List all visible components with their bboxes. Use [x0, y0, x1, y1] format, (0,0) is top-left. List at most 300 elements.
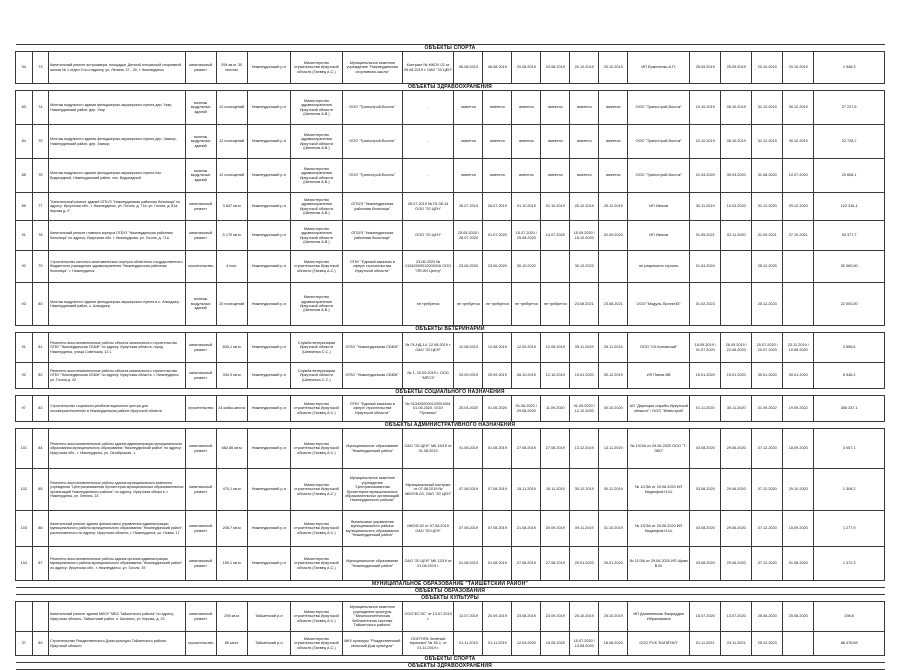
cell-d4 [541, 251, 570, 283]
cell-d5: 20.10.2019 [570, 52, 599, 84]
cell-builder: ОГКУ "Единый заказчик в сфере строительства Иркутской области" [342, 396, 402, 422]
cell-d6: 20.10.2019 [599, 52, 628, 84]
section-heading [16, 588, 885, 595]
cell-contractor: № 13/ЭА от 29.06.2020 ИП Надилфов Н.Ш. [628, 511, 690, 547]
cell-d9: 20.10.2019 [752, 52, 783, 84]
section-heading-text: ОБЪЕКТЫ ВЕТЕРИНАРИИ [415, 326, 485, 332]
cell-contract: - [402, 159, 454, 193]
cell-d2: имеется [483, 125, 512, 159]
cell-d2: 01.06.2020 [483, 396, 512, 422]
cell-capacity: 843,1 кв.м [216, 333, 247, 363]
cell-customer: Министерство здравоохранения Иркутской области (Шелехов А.В.) [291, 193, 343, 221]
cell-d10: 23.12.2019 / 10.08.2020 [783, 333, 814, 363]
cell-description: Ремонтно-восстановительные работы объекта капитального строительства ОГБУ "Нижнеудинская СББЖ" по адресу: Иркутская область, город Нижнеудинск, улица Советская, 13 1 [49, 333, 186, 363]
cell-d5: 30.12.2019 [570, 469, 599, 511]
cell-contract: № 0134200000120001651 01.06.2020, ООО "Промэкс" [402, 396, 454, 422]
table-row [16, 632, 885, 656]
cell-d1: 01.08.2019 [454, 429, 483, 469]
cell-d7: 03.08.2020 [690, 511, 721, 547]
cell-d7: 30.11.2019 [690, 193, 721, 221]
table-row [16, 193, 885, 221]
cell-description: Монтаж модульного здания фельдшерско-акушерского пункта пос. Водопадный, Нижнеудинский район, пос. Водопадный [49, 159, 186, 193]
section-heading [16, 581, 885, 588]
cell-no-a: 37 [16, 632, 33, 656]
section-heading-text: ОБЪЕКТЫ СОЦИАЛЬНОГО НАЗНАЧЕНИЯ [395, 389, 505, 395]
cell-work-type: капитальный ремонт [185, 602, 216, 632]
cell-d2: не требуется [483, 283, 512, 326]
cell-d7: 03.08.2020 [690, 429, 721, 469]
cell-d9: 01.09.2022 [752, 396, 783, 422]
cell-d2: 23.06.2020 [483, 251, 512, 283]
cell-contractor: ООО "СК Китимский" [628, 333, 690, 363]
cell-d5: 25.10.2019 [570, 602, 599, 632]
cell-d8: 29.06.2020 [721, 429, 752, 469]
section-heading-row [16, 656, 885, 663]
cell-d4: 12.10.2019 [541, 363, 570, 389]
cell-d3: 27.08.2019 [512, 547, 541, 581]
cell-d9: 31.12.2019 [752, 125, 783, 159]
cell-contractor: ИП Панов ВВ [628, 363, 690, 389]
cell-district: Нижнеудинский р-н [247, 251, 290, 283]
cell-d3: 12.03.2020 [512, 632, 541, 656]
cell-d1: 06.08.2019 [454, 52, 483, 84]
cell-description: Ремонтно-восстановительные работы здания муниципального казенного учреждения "Централизованная бухгалтерия муниципальных образовательных организаций Нижнеудинского района" по адресу: Иркутская область, г. Нижнеудинск, ул. Ленина, 23 [49, 469, 186, 511]
cell-customer: Министерство строительства Иркутской области (Гаевец А.С.) [291, 429, 343, 469]
section-heading-text: МУНИЦИПАЛЬНОЕ ОБРАЗОВАНИЕ "ТАЙШЕТСКИЙ РАЙОН" [372, 581, 528, 587]
cell-d6: 23.08.2021 [599, 283, 628, 326]
cell-d6: 30.10.2020 [599, 396, 628, 422]
cell-no-b: 79 [32, 251, 49, 283]
cell-builder: Муниципальное казенное учреждение "Нижнеудинская спортивная школа" [342, 52, 402, 84]
cell-d7: 03.08.2020 [690, 469, 721, 511]
cell-customer: Министерство строительства Иркутской области (Гаевец А.С.) [291, 602, 343, 632]
cell-d8: 29.06.2020 [721, 469, 752, 511]
table-row [16, 333, 885, 363]
cell-d10: 30.01.2020 [783, 363, 814, 389]
cell-contract: 23.06.2020 № 01342000012000016 ООО "ЛЯ-ЛИ Центр" [402, 251, 454, 283]
section-heading-row [16, 326, 885, 333]
cell-capacity: 5 170 кв.м [216, 221, 247, 251]
cell-work-type: монтаж модульных зданий [185, 159, 216, 193]
cell-builder: Муниципальное казенное учреждение культуры "Межпоселенческая библиотечная система Тайшетского района" [342, 602, 402, 632]
cell-d2: 20.09.2019 [483, 363, 512, 389]
section-heading [16, 389, 885, 396]
cell-work-type: капитальный ремонт [185, 363, 216, 389]
cell-builder: ОГБУ "Нижнеудинская СББЖ" [342, 333, 402, 363]
cell-d7: 25.09.2019 [690, 52, 721, 84]
cell-d1: имеется [454, 159, 483, 193]
cell-district: Тайшетский р-н [247, 602, 290, 632]
cell-value: 356 337,1 [814, 396, 885, 422]
cell-no-b: 77 [32, 193, 49, 221]
cell-d4: 11.09.2020 [541, 396, 570, 422]
cell-capacity: 294 кв.м. 30 чел/час [216, 52, 247, 84]
cell-no-b: 76 [32, 159, 49, 193]
cell-d5: 30.12.2022 [570, 251, 599, 283]
cell-d9: 07.12.2020 [752, 511, 783, 547]
cell-d8: 29.06.2020 [721, 511, 752, 547]
cell-d3: 23.08.2019 [512, 602, 541, 632]
cell-d8 [721, 283, 752, 326]
cell-d9: 31.12.2020 [752, 193, 783, 221]
cell-no-a: 91 [16, 333, 33, 363]
cell-value: 122 316,1 [814, 193, 885, 221]
cell-no-b: 83 [32, 396, 49, 422]
cell-district: Нижнеудинский р-н [247, 125, 290, 159]
cell-d8: 13.07.2020 [721, 602, 752, 632]
cell-value: 1 948,3 [814, 52, 885, 84]
section-heading [16, 45, 885, 52]
cell-value: 30 060,00 [814, 251, 885, 283]
section-heading [16, 595, 885, 602]
cell-d2: 07.08.2019 [483, 469, 512, 511]
cell-value: 198,6 [814, 602, 885, 632]
cell-d1: 01.08.2019 [454, 547, 483, 581]
cell-district: Нижнеудинский р-н [247, 283, 290, 326]
cell-d6: имеется [599, 159, 628, 193]
cell-builder: МКУ культуры "Рождественский сельский Дом культуры" [342, 632, 402, 656]
cell-customer: Министерство здравоохранения Иркутской области (Шелехов А.В.) [291, 159, 343, 193]
table-row [16, 125, 885, 159]
cell-district: Нижнеудинский р-н [247, 221, 290, 251]
cell-value: 20 608,1 [814, 159, 885, 193]
cell-d10: 27.10.2021 [783, 221, 814, 251]
cell-district: Нижнеудинский р-н [247, 159, 290, 193]
cell-d6: имеется [599, 91, 628, 125]
cell-customer: Министерство здравоохранения Иркутской области (Шелехов А.В.) [291, 221, 343, 251]
section-heading-row [16, 663, 885, 670]
cell-builder: Муниципальное казенное учреждение "Централизованная бухгалтерия муниципальных образовательных организаций Нижнеудинского района" [342, 469, 402, 511]
cell-value: 3 057,1 [814, 429, 885, 469]
section-heading-text: ОБЪЕКТЫ АДМИНИСТРАТИВНОГО НАЗНАЧЕНИЯ [384, 422, 516, 428]
cell-d6: 30.12.2019 [599, 363, 628, 389]
cell-d2: 26.07.2019 [483, 193, 512, 221]
table-row [16, 251, 885, 283]
cell-capacity: 334,9 кв.м [216, 363, 247, 389]
cell-d3: не требуется [512, 283, 541, 326]
cell-builder: ООО "Трансстрой-Восток" [342, 91, 402, 125]
cell-description: Капитальный ремонт здания финансового управления администрации муниципального района муниципального образования "Нижнеудинский район", расположенного по адресу: Иркутская область, г. Нижнеудинск, ул. Новая, 17 [49, 511, 186, 547]
cell-value: 1 308,2 [814, 469, 885, 511]
cell-contract: ООО"НПК Зелёный терпинал" № 36-1, от 01.11.2019 г. [402, 632, 454, 656]
objects-register-table [15, 44, 885, 670]
cell-d3: 08.10.2019 [512, 363, 541, 389]
cell-description: Ремонтно-восстановительные работы здания органов администрации муниципального района муниципального образования "Нижнеудинский район" по адресу: Иркутская обл., г. Нижнеудинск, ул. Гоголя, 39 [49, 547, 186, 581]
cell-no-a: 104 [16, 547, 33, 581]
cell-d5: 23.08.2021 [570, 283, 599, 326]
cell-d2: 07.08.2019 [483, 511, 512, 547]
cell-d10: 25.08.2020 [783, 602, 814, 632]
cell-description: "Капитальный ремонт зданий ОГБУЗ "Нижнеудинская районная больница" по адресу: Иркутская обл., г. Нижнеудинск, ул. Гоголя, д. 71а, ул. Гоголя, д. 81а, Кирова д. 2" [49, 193, 186, 221]
cell-d3: 27.08.2019 [512, 429, 541, 469]
cell-value: 88 476,69 [814, 632, 885, 656]
cell-d3: 30.10.2022 [512, 251, 541, 283]
cell-contractor: не разрешено строить [628, 251, 690, 283]
cell-d4: 20.09.2019 [541, 511, 570, 547]
cell-d5: 15.07.2020 / 13.08.2020 [570, 632, 599, 656]
cell-d9: 25.12.2023 [752, 283, 783, 326]
cell-d7: 18.09.2019 / 01.07.2020 [690, 333, 721, 363]
cell-customer: Министерство строительства Иркутской области (Гаевец А.С.) [291, 511, 343, 547]
cell-district: Нижнеудинский р-н [247, 511, 290, 547]
cell-builder: Муниципальное образование "Нижнеудинский район" [342, 547, 402, 581]
cell-capacity: 208,7 кв.м [216, 511, 247, 547]
cell-d4: 27.08.2019 [541, 547, 570, 581]
cell-no-a: 92 [16, 363, 33, 389]
cell-d5: 13.12.2019 [570, 429, 599, 469]
cell-customer: Министерство строительства Иркутской области (Гаевец А.С.) [291, 547, 343, 581]
cell-d1: 12.08.2019 [454, 333, 483, 363]
cell-value: 1 372,3 [814, 547, 885, 581]
cell-work-type: капитальный ремонт [185, 52, 216, 84]
cell-description: Капитальный ремонт астросквера, площадки. Детской юношеской спортивной школы № 1 отдел 3 по стадиону, ул. Ленина, 37 - 39, г. Нижнеудинск [49, 52, 186, 84]
cell-customer: Министерство строительства Иркутской области (Гаевец А.С.) [291, 469, 343, 511]
cell-d10 [783, 251, 814, 283]
cell-d3: 15.11.2019 [512, 469, 541, 511]
cell-d1: имеется [454, 125, 483, 159]
cell-d9: 07.12.2020 [752, 469, 783, 511]
cell-d9: 25.12.2025 [752, 251, 783, 283]
section-heading-text: ОБЪЕКТЫ КУЛЬТУРЫ [421, 595, 479, 601]
cell-contractor: № 12/ЭА от 29.06.2020 ИП Надилфов Н.Ш. [628, 469, 690, 511]
cell-d4: 14.07.2020 [541, 221, 570, 251]
cell-d5: 25.12.2019 [570, 193, 599, 221]
cell-d7: 01.11.2020 [690, 396, 721, 422]
cell-district: Нижнеудинский р-н [247, 363, 290, 389]
cell-d10: 01.08.2020 [783, 547, 814, 581]
section-heading [16, 326, 885, 333]
cell-no-b: 78 [32, 221, 49, 251]
cell-no-b: 84 [32, 429, 49, 469]
cell-d4: имеется [541, 125, 570, 159]
cell-no-a [16, 602, 33, 632]
cell-no-a: 91 [16, 221, 33, 251]
cell-work-type: капитальный ремонт [185, 221, 216, 251]
cell-d6: 25.01.2020 [599, 547, 628, 581]
cell-d2: имеется [483, 159, 512, 193]
cell-d6: 25.11.2019 [599, 333, 628, 363]
cell-capacity: 80 мест [216, 632, 247, 656]
cell-no-b: 86 [32, 511, 49, 547]
cell-d10: 15.09.2020 [783, 511, 814, 547]
cell-capacity: 12 посещений [216, 159, 247, 193]
table-row [16, 511, 885, 547]
cell-no-a: 92 [16, 251, 33, 283]
cell-d3: имеется [512, 91, 541, 125]
cell-d6: 02.09.2020 [599, 221, 628, 251]
cell-contractor: ООО "Трансстрой-Восток" [628, 125, 690, 159]
cell-builder: ООО "Трансстрой-Восток" [342, 159, 402, 193]
cell-builder: ОГБУЗ "Нижнеудинская районная больница" [342, 221, 402, 251]
cell-contractor: АО "Дирекция службы Иркутской области" / ООО "Инвестрой" [628, 396, 690, 422]
cell-work-type: строительство [185, 396, 216, 422]
cell-description: Капитальный ремонт главного корпуса ОГБУЗ "Нижнеудинская районная больница" по адресу: Иркутская обл. г. Нижнеудинск, ул. Гоголя, д. 71а [49, 221, 186, 251]
cell-district: Нижнеудинский р-н [247, 333, 290, 363]
cell-d2: 20.09.2019 [483, 602, 512, 632]
section-heading-text: ОБЪЕКТЫ ЗДРАВООХРАНЕНИЯ [408, 84, 492, 90]
cell-builder: Муниципальное образование "Нижнеудинский район" [342, 429, 402, 469]
cell-description: Монтаж модульного здания фельдшерско-акушерского пункта в с. Алыгджер, Нижнеудинский район, с. Алыгджер [49, 283, 186, 326]
cell-district: Нижнеудинский р-н [247, 469, 290, 511]
section-heading-row [16, 595, 885, 602]
cell-contract: не требуется [402, 283, 454, 326]
cell-d4: имеется [541, 91, 570, 125]
cell-no-a: 85 [16, 159, 33, 193]
cell-d4: 01.10.2019 [541, 193, 570, 221]
cell-d7: 01.04.2020 [690, 159, 721, 193]
table-row [16, 547, 885, 581]
cell-customer: Служба ветеринарии Иркутской области (Шевченко С.С.) [291, 333, 343, 363]
cell-d3: имеется [512, 159, 541, 193]
table-row [16, 396, 885, 422]
cell-work-type: капитальный ремонт [185, 511, 216, 547]
cell-no-a: 93 [16, 283, 33, 326]
cell-d1: 13.07.2019 [454, 602, 483, 632]
section-heading [16, 84, 885, 91]
cell-d7: 03.08.2020 [690, 547, 721, 581]
cell-capacity: 20 посещений [216, 283, 247, 326]
cell-d8: 30.11.2020 [721, 396, 752, 422]
table-row [16, 283, 885, 326]
cell-work-type: капитальный ремонт [185, 469, 216, 511]
cell-contract: - [402, 125, 454, 159]
cell-d4: 23.09.2019 [541, 602, 570, 632]
cell-contract: Муниципальный контракт от 07.08.2019 № МКОУБ-03, ОАО "20 ЦЕН" [402, 469, 454, 511]
cell-d7: 01.11.2021 [690, 632, 721, 656]
cell-capacity: 12 посещений [216, 91, 247, 125]
cell-no-b: 89 [32, 632, 49, 656]
cell-d9: 25.08.2020 [752, 602, 783, 632]
cell-d4: имеется [541, 159, 570, 193]
cell-d10: 29.10.2020 [783, 469, 814, 511]
cell-d1: 25.04.2020 [454, 396, 483, 422]
cell-work-type: строительство [185, 632, 216, 656]
table-row [16, 363, 885, 389]
cell-d6: имеется [599, 125, 628, 159]
cell-district: Нижнеудинский р-н [247, 91, 290, 125]
cell-d4: 15.05.2020 [541, 632, 570, 656]
cell-d6: 25.12.2019 [599, 193, 628, 221]
cell-d4: не требуется [541, 283, 570, 326]
cell-d6: 30.12.2019 [599, 469, 628, 511]
cell-d10: 19.09.2022 [783, 396, 814, 422]
table-row [16, 429, 885, 469]
cell-contractor: ООО "Модуль-Проект35" [628, 283, 690, 326]
cell-d9: 07.12.2020 [752, 547, 783, 581]
cell-d2: 06.08.2019 [483, 52, 512, 84]
cell-d1: не требуется [454, 283, 483, 326]
cell-d6: 13.11.2019 [599, 429, 628, 469]
cell-d7: 01.05.2021 [690, 221, 721, 251]
cell-work-type: капитальный ремонт [185, 429, 216, 469]
cell-d8 [721, 251, 752, 283]
cell-contract: ООО "20 ЦЕН" [402, 221, 454, 251]
cell-d1: 07.08.2019 [454, 511, 483, 547]
cell-d9: 31.12.2019 [752, 91, 783, 125]
cell-d10 [783, 283, 814, 326]
cell-contractor: ИП Ивтков [628, 221, 690, 251]
cell-d10: 10.07.2020 [783, 159, 814, 193]
cell-d4: 20.08.2019 [541, 52, 570, 84]
cell-d10: 30.12.2019 [783, 91, 814, 125]
cell-builder: Финансовое управление муниципального района муниципального образования "Нижнеудинский район" [342, 511, 402, 547]
cell-d2: 01.08.2019 [483, 547, 512, 581]
cell-description: Монтаж модульного здания фельдшерско-акушерского пункта дер. Ухар, Нижнеудинский район, дер. Ухар [49, 91, 186, 125]
cell-d7: 10.10.2019 [690, 125, 721, 159]
cell-value: 22 728,7 [814, 125, 885, 159]
cell-no-b: 82 [32, 363, 49, 389]
cell-contractor: ООО РСК "КАПИТАЛ" [628, 632, 690, 656]
cell-d7: 15.07.2020 [690, 602, 721, 632]
cell-d4: 12.09.2019 [541, 333, 570, 363]
cell-d1: имеется [454, 91, 483, 125]
cell-no-a: 83 [16, 91, 33, 125]
cell-builder [342, 283, 402, 326]
cell-d5: имеется [570, 91, 599, 125]
cell-d8: 24.11.2021 [721, 632, 752, 656]
cell-no-a: 97 [16, 396, 33, 422]
cell-d9: 30.01.2020 [752, 363, 783, 389]
cell-no-b: 87 [32, 547, 49, 581]
cell-description: Строительство социально-реабилитационного центра для несовершеннолетних в Нижнеудинском районе Иркутской области [49, 396, 186, 422]
section-heading-row [16, 45, 885, 52]
cell-d6: 25.10.2019 [599, 602, 628, 632]
cell-builder: ОГКУ "Единый заказчик в сфере строительства Иркутской области" [342, 251, 402, 283]
cell-d4: 15.11.2019 [541, 469, 570, 511]
table-row [16, 91, 885, 125]
cell-d2: 01.07.2020 [483, 221, 512, 251]
cell-d5: 05.11.2019 [570, 333, 599, 363]
section-heading [16, 663, 885, 670]
cell-customer: Министерство здравоохранения Иркутской области (Шелехов А.В.) [291, 283, 343, 326]
cell-contract: ООО"ЕСЭС" от 13.07.2019 г. [402, 602, 454, 632]
cell-d2: 12.08.2019 [483, 333, 512, 363]
cell-district: Нижнеудинский р-н [247, 193, 290, 221]
table-body [16, 45, 885, 670]
cell-customer: Министерство строительства Иркутской области (Гаевец А.С.) [291, 632, 343, 656]
cell-d5: 15.09.2020 / 15.10.2020 [570, 221, 599, 251]
cell-d10 [783, 632, 814, 656]
cell-d7: 15.01.2020 [690, 363, 721, 389]
cell-contract: Контракт № МКОУ-02 от 05.08.2019 г. ОАО "20 ЦЕН" [402, 52, 454, 84]
cell-capacity: 470,1 кв.м [216, 469, 247, 511]
cell-no-b: 85 [32, 469, 49, 511]
cell-d5: имеется [570, 159, 599, 193]
cell-d1: 26.07.2019 [454, 193, 483, 221]
cell-no-b: 73 [32, 52, 49, 84]
cell-capacity: 159,1 кв.м [216, 547, 247, 581]
cell-contract: № 1, 20.09.2019 г. ООО "МРСЭ" [402, 363, 454, 389]
cell-work-type: монтаж модульных зданий [185, 125, 216, 159]
table-row [16, 52, 885, 84]
cell-d7: 01.04.2024 [690, 251, 721, 283]
cell-description: Строительство патолого-анатомического корпуса областного государственного бюджетного учреждения здравоохранения "Нижнеудинская районная больница", г. Нижнеудинск [49, 251, 186, 283]
cell-d8: 25.09.2019 [721, 52, 752, 84]
cell-description: Ремонтно-восстановительные работы здания администрации муниципального образования муниципального образования "Нижнеудинский район" по адресу: Иркутская обл., г. Нижнеудинск, ул. Октябрьская, 1 [49, 429, 186, 469]
section-heading-text: ОБЪЕКТЫ СПОРТА [424, 45, 476, 51]
cell-capacity: 12 посещений [216, 125, 247, 159]
cell-d1: 20.09.2019 [454, 363, 483, 389]
section-heading-row [16, 422, 885, 429]
cell-capacity: 295 кв.м [216, 602, 247, 632]
cell-description: Монтаж модульного здания фельдшерско-акушерского пункта дер. Замзор, Нижнеудинский район, дер. Замзор [49, 125, 186, 159]
cell-d1: 23.06.2020 [454, 251, 483, 283]
cell-contract: МКОФ-02 от 07.08.2019 ОАО "20 ЦЕН" [402, 511, 454, 547]
cell-d8: 30.03.2020 [721, 159, 752, 193]
cell-d6: 18.08.2020 [599, 632, 628, 656]
cell-contractor: ООО "Трансстрой-Восток" [628, 91, 690, 125]
section-heading-text: ОБЪЕКТЫ СПОРТА [424, 656, 476, 662]
